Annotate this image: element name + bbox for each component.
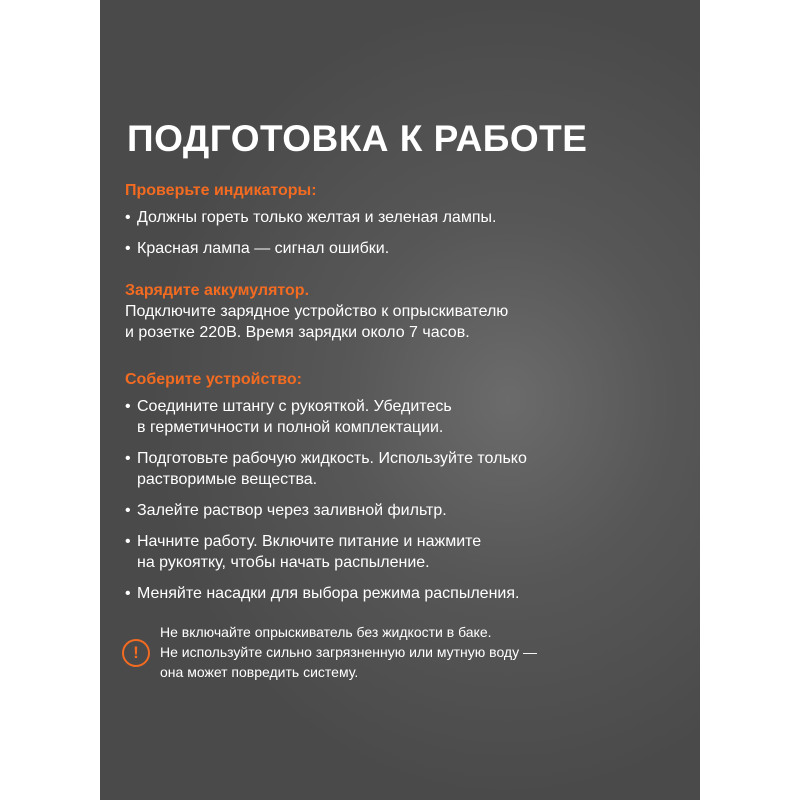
section-assemble-device [125,370,690,604]
bullet-dot: • [125,502,131,519]
section-text-line: Подключите зарядное устройство к опрыскивателю [125,303,509,320]
section-text-line: и розетке 220В. Время зарядки около 7 часов. [125,324,470,341]
bullet-dot: • [125,450,131,467]
section-heading: Проверьте индикаторы: [125,182,317,199]
bullet-dot: • [125,209,131,226]
instruction-page [100,0,700,800]
list-item-text: Подготовьте рабочую жидкость. Используйте только [137,450,527,467]
list-item-text: Начните работу. Включите питание и нажмите [137,533,482,550]
section-check-indicators [125,181,690,259]
list-item [125,531,690,573]
list-item-text: Должны гореть только желтая и зеленая лампы. [137,209,497,226]
warning-line: Не включайте опрыскиватель без жидкости в баке. [160,624,492,640]
list-item [125,448,690,490]
list-item-text: Залейте раствор через заливной фильтр. [137,502,447,519]
warning-line: она может повредить систему. [160,664,359,680]
list-item-text: на рукоятку, чтобы начать распыление. [137,554,430,571]
bullet-dot: • [125,533,131,550]
section-charge-battery [125,281,690,343]
section-heading: Соберите устройство: [125,371,302,388]
section-heading: Зарядите аккумулятор. [125,282,310,299]
list-item [125,238,690,259]
list-item [125,396,690,438]
page-title: ПОДГОТОВКА К РАБОТЕ [127,118,588,159]
list-item [125,500,690,521]
list-item-text: Меняйте насадки для выбора режима распыления. [137,585,520,602]
bullet-dot: • [125,398,131,415]
list-item-text: в герметичности и полной комплектации. [137,419,444,436]
list-item-text: Соедините штангу с рукояткой. Убедитесь [137,398,452,415]
exclamation-circle-icon: ! [122,639,150,667]
warning-text [160,622,537,682]
warning-line: Не используйте сильно загрязненную или мутную воду — [160,644,537,660]
bullet-list [125,396,690,604]
list-item-text: Красная лампа — сигнал ошибки. [137,240,390,257]
list-item-text: растворимые вещества. [137,471,318,488]
list-item [125,207,690,228]
list-item [125,583,690,604]
bullet-dot: • [125,240,131,257]
bullet-list [125,207,690,259]
bullet-dot: • [125,585,131,602]
